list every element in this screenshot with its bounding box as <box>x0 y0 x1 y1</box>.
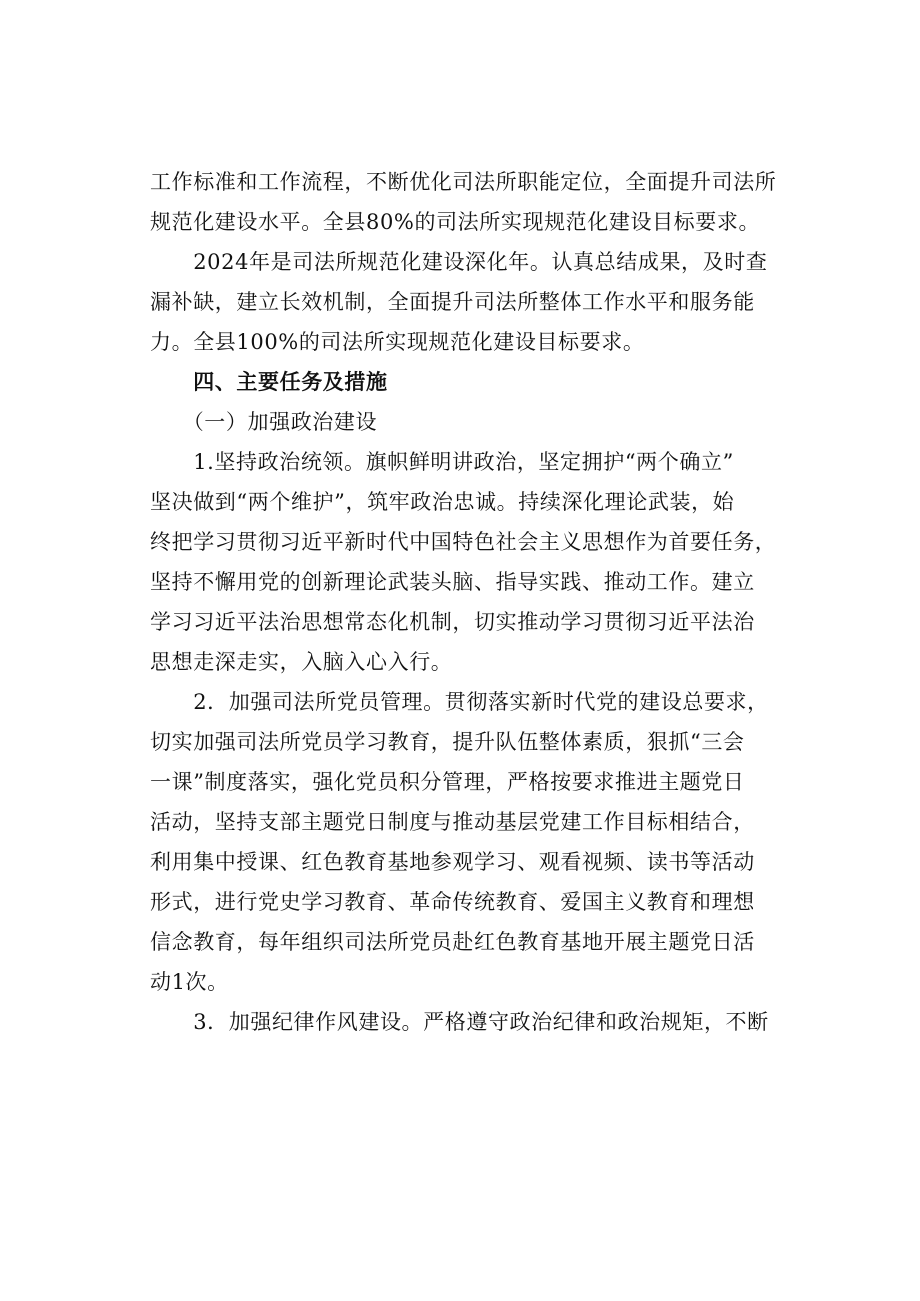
section-heading: 四、主要任务及措施 <box>150 370 388 394</box>
text-line: 力。全县100%的司法所实现规范化建设目标要求。 <box>150 330 645 354</box>
text-line: 3．加强纪律作风建设。严格遵守政治纪律和政治规矩，不断 <box>150 1010 769 1034</box>
text-line: 1.坚持政治统领。旗帜鲜明讲政治，坚定拥护“两个确立” <box>150 450 734 474</box>
text-line: 信念教育，每年组织司法所党员赴红色教育基地开展主题党日活 <box>150 930 755 954</box>
text-line: 坚持不懈用党的创新理论武装头脑、指导实践、推动工作。建立 <box>150 570 755 594</box>
text-line: 思想走深走实，入脑入心入行。 <box>150 650 453 674</box>
text-line: 活动，坚持支部主题党日制度与推动基层党建工作目标相结合， <box>150 810 755 834</box>
text-line: 坚决做到“两个维护”，筑牢政治忠诚。持续深化理论武装，始 <box>150 490 735 514</box>
text-line: 形式，进行党史学习教育、革命传统教育、爱国主义教育和理想 <box>150 890 755 914</box>
text-line: 利用集中授课、红色教育基地参观学习、观看视频、读书等活动 <box>150 850 755 874</box>
text-line: 学习习近平法治思想常态化机制，切实推动学习贯彻习近平法治 <box>150 610 755 634</box>
text-line: 切实加强司法所党员学习教育，提升队伍整体素质，狠抓“三会 <box>150 730 745 754</box>
text-line: 2．加强司法所党员管理。贯彻落实新时代党的建设总要求， <box>150 690 769 714</box>
text-line: 漏补缺，建立长效机制，全面提升司法所整体工作水平和服务能 <box>150 290 755 314</box>
subsection-heading: （一）加强政治建设 <box>150 410 378 434</box>
body-text <box>150 162 820 1042</box>
text-line: 工作标准和工作流程，不断优化司法所职能定位，全面提升司法所 <box>150 170 777 194</box>
text-line: 一课”制度落实，强化党员积分管理，严格按要求推进主题党日 <box>150 770 745 794</box>
text-line: 终把学习贯彻习近平新时代中国特色社会主义思想作为首要任务， <box>150 530 777 554</box>
text-line: 2024年是司法所规范化建设深化年。认真总结成果，及时查 <box>150 250 768 274</box>
text-line: 动1次。 <box>150 970 229 994</box>
text-line: 规范化建设水平。全县80%的司法所实现规范化建设目标要求。 <box>150 210 761 234</box>
